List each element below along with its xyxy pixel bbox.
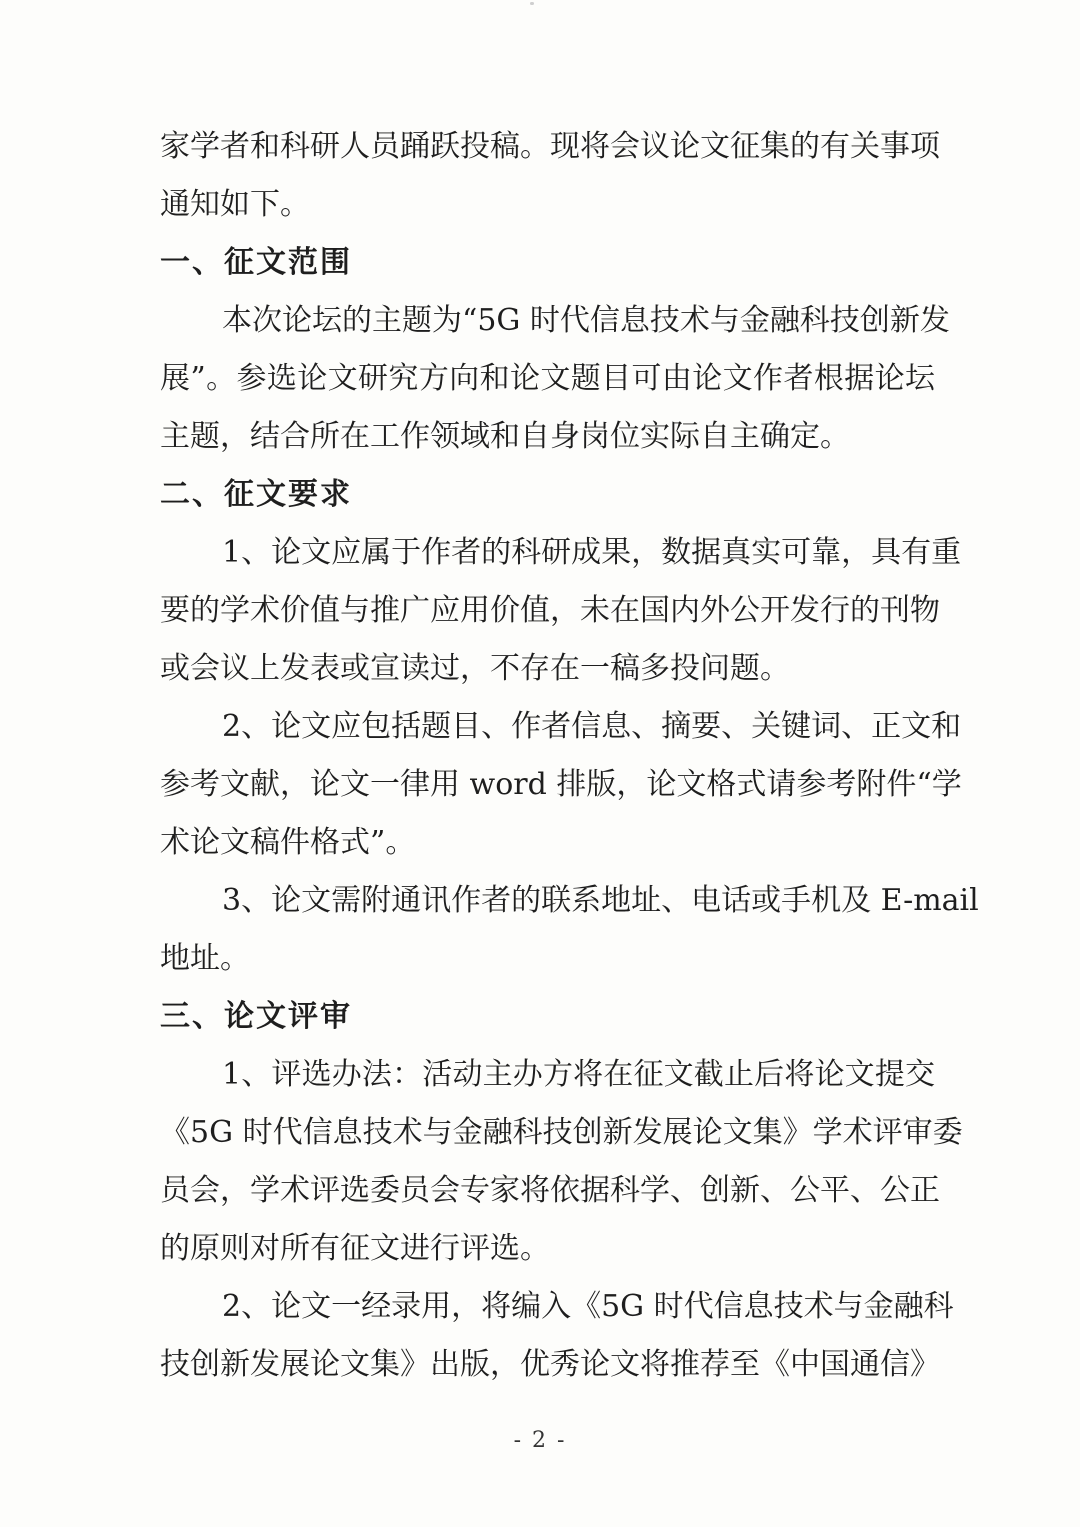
text-line: 或会议上发表或宣读过，不存在一稿多投问题。 (160, 651, 790, 686)
text-line: 员会，学术评选委员会专家将依据科学、创新、公平、公正 (160, 1173, 940, 1208)
text-line: 本次论坛的主题为“5G 时代信息技术与金融科技创新发 (222, 303, 950, 338)
text-line: 术论文稿件格式”。 (160, 825, 416, 860)
text-line: 2、论文一经录用，将编入《5G 时代信息技术与金融科 (222, 1289, 954, 1324)
text-line: 参考文献，论文一律用 word 排版，论文格式请参考附件“学 (160, 767, 962, 802)
section-heading: 二、征文要求 (160, 477, 352, 512)
text-line: 家学者和科研人员踊跃投稿。现将会议论文征集的有关事项 (160, 129, 940, 164)
page-number: - 2 - (513, 1428, 567, 1453)
text-line: 2、论文应包括题目、作者信息、摘要、关键词、正文和 (222, 709, 962, 744)
text-line: 地址。 (160, 941, 250, 976)
section-heading: 一、征文范围 (160, 245, 352, 280)
text-line: 通知如下。 (160, 187, 310, 222)
scan-mark (530, 2, 534, 5)
text-line: 的原则对所有征文进行评选。 (160, 1231, 550, 1266)
section-heading: 三、论文评审 (160, 999, 352, 1034)
text-line: 1、评选办法：活动主办方将在征文截止后将论文提交 (222, 1057, 935, 1092)
document-body (160, 118, 979, 1394)
text-line: 展”。参选论文研究方向和论文题目可由论文作者根据论坛 (160, 361, 935, 396)
text-line: 《5G 时代信息技术与金融科技创新发展论文集》学术评审委 (160, 1115, 963, 1150)
text-line: 主题，结合所在工作领域和自身岗位实际自主确定。 (160, 419, 850, 454)
text-line: 要的学术价值与推广应用价值，未在国内外公开发行的刊物 (160, 593, 940, 628)
text-line: 3、论文需附通讯作者的联系地址、电话或手机及 E-mail (222, 883, 979, 918)
text-line: 技创新发展论文集》出版，优秀论文将推荐至《中国通信》 (160, 1347, 940, 1382)
text-line: 1、论文应属于作者的科研成果，数据真实可靠，具有重 (222, 535, 962, 570)
